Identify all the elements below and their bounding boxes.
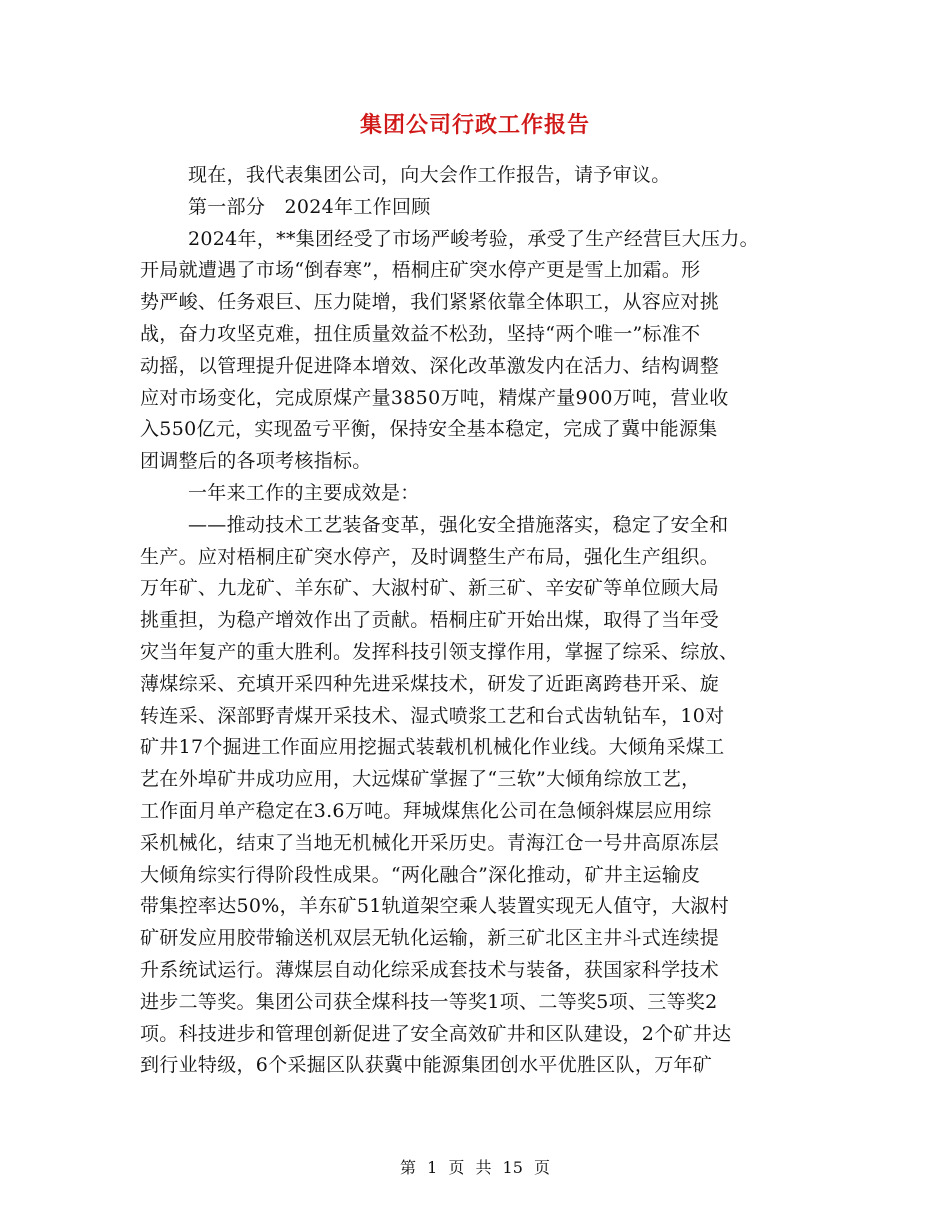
document-title: 集团公司行政工作报告 [359,112,590,138]
paragraph-line: 进步二等奖。集团公司获全煤科技一等奖1项、二等奖5项、三等奖2 [140,990,718,1013]
paragraph-line: 到行业特级，6个采掘区队获冀中能源集团创水平优胜区队，万年矿 [140,1054,713,1077]
paragraph-line: 矿研发应用胶带输送机双层无轨化运输，新三矿北区主井斗式连续提 [140,927,720,950]
paragraph-line: 战，奋力攻坚克难，扭住质量效益不松劲，坚持“两个唯一”标准不 [140,322,701,345]
paragraph-line: 挑重担，为稳产增效作出了贡献。梧桐庄矿开始出煤，取得了当年受 [140,609,720,632]
paragraph-line: 万年矿、九龙矿、羊东矿、大淑村矿、新三矿、辛安矿等单位顾大局 [140,577,720,600]
paragraph-line: 开局就遭遇了市场“倒春寒”，梧桐庄矿突水停产更是雪上加霜。形 [140,259,701,282]
paragraph-line: 2024年，**集团经受了市场严峻考验，承受了生产经营巨大压力。 [188,227,759,250]
paragraph-line: 势严峻、任务艰巨、压力陡增，我们紧紧依靠全体职工，从容应对挑 [140,291,720,314]
paragraph-line: 带集控率达50%，羊东矿51轨道架空乘人装置实现无人值守，大淑村 [140,895,730,918]
paragraph-line: 一年来工作的主要成效是： [188,481,420,504]
paragraph-line: 项。科技进步和管理创新促进了安全高效矿井和区队建设，2个矿井达 [140,1022,732,1045]
paragraph-line: 升系统试运行。薄煤层自动化综采成套技术与装备，获国家科学技术 [140,958,720,981]
page-number-footer: 第 1 页 共 15 页 [400,1158,550,1177]
paragraph-line: 大倾角综实行得阶段性成果。“两化融合”深化推动，矿井主运输皮 [140,863,701,886]
paragraph-line: 艺在外埠矿井成功应用，大远煤矿掌握了“三软”大倾角综放工艺， [140,768,701,791]
paragraph-line: 采机械化，结束了当地无机械化开采历史。青海江仓一号井高原冻层 [140,831,720,854]
paragraph-line: 灾当年复产的重大胜利。发挥科技引领支撑作用，掌握了综采、综放、 [140,640,739,663]
paragraph-line: 工作面月单产稳定在3.6万吨。拜城煤焦化公司在急倾斜煤层应用综 [140,799,712,822]
paragraph-line: ——推动技术工艺装备变革，强化安全措施落实，稳定了安全和 [188,513,729,536]
section-heading: 第一部分 2024年工作回顾 [188,195,431,218]
document-body [140,160,820,1082]
paragraph-line: 应对市场变化，完成原煤产量3850万吨，精煤产量900万吨，营业收 [140,386,729,409]
paragraph-line: 转连采、深部野青煤开采技术、湿式喷浆工艺和台式齿轨钻车，10对 [140,704,725,727]
paragraph-line: 现在，我代表集团公司，向大会作工作报告，请予审议。 [188,164,671,186]
paragraph-line: 入550亿元，实现盈亏平衡，保持安全基本稳定，完成了冀中能源集 [140,418,718,441]
paragraph-line: 团调整后的各项考核指标。 [140,450,372,473]
paragraph-line: 薄煤综采、充填开采四种先进采煤技术，研发了近距离跨巷开采、旋 [140,672,720,695]
paragraph-line: 矿井17个掘进工作面应用挖掘式装载机机械化作业线。大倾角采煤工 [140,736,725,759]
paragraph-line: 生产。应对梧桐庄矿突水停产，及时调整生产布局，强化生产组织。 [140,545,720,568]
paragraph-line: 动摇，以管理提升促进降本增效、深化改革激发内在活力、结构调整 [140,354,720,377]
